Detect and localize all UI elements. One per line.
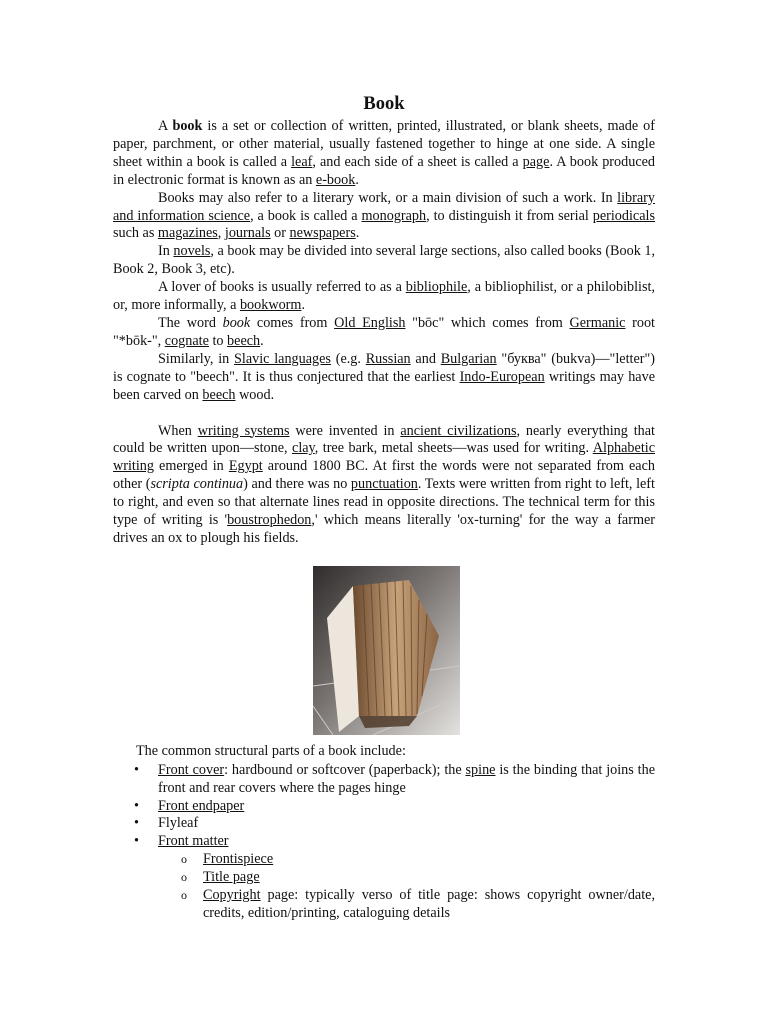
link-leaf[interactable]: leaf: [291, 153, 313, 170]
link-bookworm[interactable]: bookworm: [239, 297, 302, 314]
text-run: root "*bōk-",: [113, 314, 656, 349]
text-run: .: [355, 225, 360, 242]
text-run: Books may also refer to a literary work, or a main division of such a work. In: [158, 189, 618, 206]
text-run: , a book may be divided into several large sections, also called books (Book 1, Book 2, Book 3, etc).: [113, 243, 655, 278]
link-bulgarian[interactable]: Bulgarian: [440, 350, 497, 367]
paragraph-definition: [113, 118, 655, 190]
text-run: writings may have been carved on: [113, 368, 655, 403]
link-writing-systems[interactable]: writing systems: [197, 422, 290, 439]
document-page: [113, 93, 655, 923]
text-run: , nearly everything that could be written upon—stone,: [113, 422, 655, 457]
link-beech[interactable]: beech: [227, 332, 261, 349]
text-run: ,: [217, 225, 225, 242]
text-run: . A book produced in electronic format is known as an: [113, 153, 656, 188]
bullet-icon: •: [134, 815, 139, 832]
text-run: ) and there was no: [243, 476, 351, 493]
link-front-cover[interactable]: Front cover: [158, 761, 225, 778]
text-run: "буква" (bukva)—"letter") is cognate to "beech". It is thus conjectured that the earliest: [113, 350, 655, 385]
link-punctuation[interactable]: punctuation: [350, 476, 418, 493]
link-magazines[interactable]: magazines: [157, 225, 218, 242]
link-novels[interactable]: novels: [173, 243, 211, 260]
list-item: [113, 833, 655, 923]
text-run: , tree bark, metal sheets—was used for writing.: [314, 440, 593, 457]
paragraph-bibliophile: [113, 279, 655, 315]
link-newspapers[interactable]: newspapers: [289, 225, 356, 242]
text-run: : hardbound or softcover (paperback); the: [224, 761, 466, 778]
book-figure: [113, 566, 655, 735]
link-egypt[interactable]: Egypt: [228, 458, 263, 475]
text-run: A: [158, 118, 173, 134]
bullet-icon: •: [134, 797, 139, 814]
italic-term: book: [222, 314, 251, 331]
page-title: Book: [363, 94, 405, 114]
paragraph-literary-work: [113, 190, 655, 244]
link-clay[interactable]: clay: [292, 440, 315, 457]
paragraph-etymology: [113, 315, 655, 351]
sub-list-item: [158, 869, 655, 887]
text-run: , a book is called a: [250, 207, 362, 224]
text-run: or: [270, 225, 290, 242]
text-run: to: [208, 332, 228, 349]
circle-bullet-icon: o: [181, 852, 187, 867]
text-run: The word: [158, 314, 223, 331]
text-run: , and each side of a sheet is called a: [312, 153, 523, 170]
link-front-matter[interactable]: Front matter: [158, 833, 229, 850]
text-run: , to distinguish it from serial: [426, 207, 593, 224]
link-spine[interactable]: spine: [465, 761, 496, 778]
link-ancient-civilizations[interactable]: ancient civilizations: [400, 422, 517, 439]
text-run: were invented in: [289, 422, 401, 439]
link-old-english[interactable]: Old English: [334, 314, 406, 331]
link-periodicals[interactable]: periodicals: [592, 207, 655, 224]
link-library-science[interactable]: library and information science: [113, 189, 655, 224]
link-indo-european[interactable]: Indo-European: [459, 368, 545, 385]
bold-term: book: [172, 118, 203, 134]
text-run: .: [355, 171, 359, 188]
list-item: [113, 762, 655, 798]
bullet-icon: •: [134, 833, 139, 850]
paragraph-novels: [113, 243, 655, 279]
text-run: When: [158, 422, 198, 439]
link-alphabetic-writing[interactable]: Alphabetic writing: [113, 440, 655, 475]
text-run: In: [158, 243, 174, 260]
sub-list-item: [158, 851, 655, 869]
text-run: around 1800 BC. At first the words were not separated from each other (: [113, 458, 655, 493]
list-intro: The common structural parts of a book include:: [136, 742, 406, 759]
text-run: emerged in: [153, 458, 229, 475]
link-page[interactable]: page: [522, 153, 550, 170]
link-cognate[interactable]: cognate: [164, 332, 209, 349]
link-journals[interactable]: journals: [224, 225, 271, 242]
text-run: "bōc" which comes from: [405, 314, 570, 331]
open-book-illustration: [313, 566, 460, 735]
paragraph-writing-systems: [113, 423, 655, 548]
text-run: is the binding that joins the front and rear covers where the pages hinge: [158, 761, 655, 796]
link-e-book[interactable]: e-book: [315, 171, 356, 188]
text-run: .: [301, 297, 305, 314]
link-russian[interactable]: Russian: [365, 350, 411, 367]
paragraph-slavic: [113, 351, 655, 405]
book-parts-list: [113, 762, 655, 923]
link-bibliophile[interactable]: bibliophile: [405, 279, 468, 296]
link-front-endpaper[interactable]: Front endpaper: [158, 797, 245, 814]
text-run: wood.: [235, 386, 275, 403]
text-run: . Texts were written from right to left, left to right, and even so that alternate lines read in opposite directions. The technical term for this type of writing is ': [113, 476, 655, 529]
text-run: is a set or collection of written, printed, illustrated, or blank sheets, made of paper, parchment, or other material, usually fastened together to hinge at one side. A single sheet within a book is called a: [113, 118, 655, 170]
text-run: Similarly, in: [158, 350, 234, 367]
link-beech-wood[interactable]: beech: [202, 386, 236, 403]
circle-bullet-icon: o: [181, 870, 187, 885]
link-germanic[interactable]: Germanic: [569, 314, 626, 331]
link-frontispiece[interactable]: Frontispiece: [203, 851, 274, 868]
text-run: page: typically verso of title page: shows copyright owner/date, credits, edition/printing, cataloguing details: [203, 887, 655, 921]
circle-bullet-icon: o: [181, 888, 187, 903]
open-book-photo: [313, 566, 460, 735]
text-run: A lover of books is usually referred to as a: [158, 279, 406, 296]
link-copyright[interactable]: Copyright: [203, 887, 261, 904]
front-matter-sublist: [158, 851, 655, 923]
link-slavic-languages[interactable]: Slavic languages: [234, 350, 331, 367]
text-run: comes from: [250, 314, 335, 331]
text-run: , a bibliophilist, or a philobiblist, or, more informally, a: [113, 279, 655, 314]
text-run: and: [410, 350, 441, 367]
list-item: [113, 815, 655, 833]
sub-list-item: [158, 887, 655, 923]
text-run: (e.g.: [330, 350, 366, 367]
text-run: such as: [113, 225, 158, 242]
link-monograph[interactable]: monograph: [361, 207, 427, 224]
item-flyleaf: Flyleaf: [158, 815, 199, 832]
link-boustrophedon[interactable]: boustrophedon: [227, 512, 312, 529]
text-run: .: [260, 332, 264, 349]
italic-term: scripta continua: [150, 476, 244, 493]
text-run: ,' which means literally 'ox-turning' for the way a farmer drives an ox to plough his fields.: [113, 512, 655, 546]
bullet-icon: •: [134, 761, 139, 778]
link-title-page[interactable]: Title page: [203, 869, 260, 886]
list-item: [113, 798, 655, 816]
